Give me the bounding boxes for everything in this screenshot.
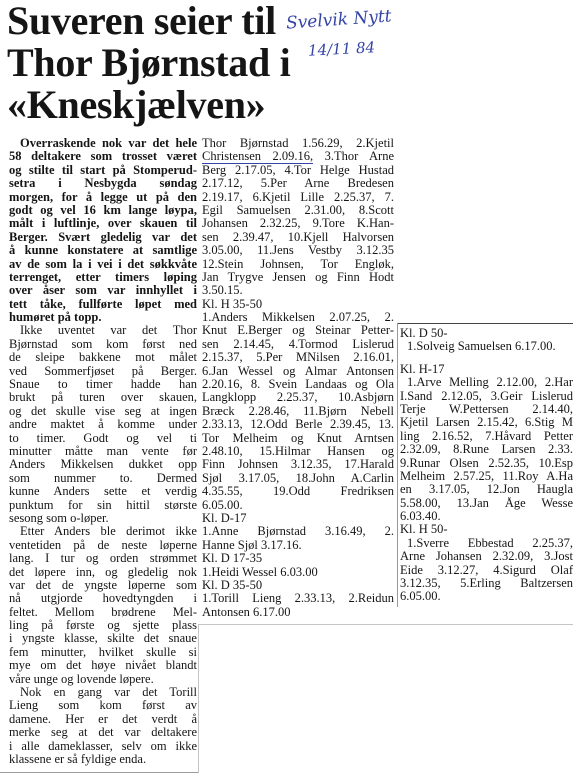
article-line: ling på første og sjette plass (9, 619, 197, 633)
article-line: Ikke uventet var det Thor (20, 324, 197, 338)
article-line: ved Sommerfjøset på Berger. (9, 364, 197, 378)
result-line: Langklopp 2.25.37, 10.Asbjørn (202, 391, 394, 405)
column-rule (397, 323, 573, 324)
article-line: og det skulle vise seg at ingen (9, 404, 197, 418)
result-line: 1.Heidi Wessel 6.03.00 (202, 565, 318, 579)
result-class-block (202, 137, 394, 298)
article-intro (9, 137, 197, 324)
article-line: Snaue to timer hadde han (9, 378, 197, 392)
result-class-block (202, 298, 394, 512)
results-column-continued (400, 327, 573, 604)
headline-line: Thor Bjørnstad i (7, 40, 291, 85)
result-line: 5.58.00, 13.Jan Åge Wesse (400, 496, 573, 510)
result-line: 3.12.35, 5.Erling Baltzersen (400, 577, 573, 591)
article-line: nå utgjorde hovedtyngden i (9, 592, 197, 606)
result-line: 6.03.40. (400, 510, 441, 524)
handwritten-date-note: 14/11 84 (307, 38, 376, 60)
article-line: morgen, for å legge ut på den (9, 190, 197, 204)
result-line: ling 2.16.52, 7.Håvard Petter (400, 429, 573, 443)
pen-underlined-text: 2.Kjetil (356, 137, 394, 150)
article-line: minutter måtte man vente før (9, 444, 197, 458)
article-line: våre unge og lovende løpere. (9, 672, 154, 686)
result-line: Antonsen 6.17.00 (202, 605, 291, 619)
result-line: Finn Johnsen 3.12.35, 17.Harald (202, 458, 394, 472)
article-line: de sleipe bakkene mot målet (9, 351, 197, 365)
article-line: i alle dameklasser, selv om ikke (9, 739, 197, 753)
result-class-block (202, 512, 394, 552)
headline-line: «Kneskjælven» (7, 82, 266, 127)
result-line: 1.Torill Lieng 2.33.13, 2.Reidun (202, 592, 394, 606)
result-line: Sjøl 3.17.05, 18.John A.Carlin (202, 471, 394, 485)
result-class-block (400, 327, 573, 354)
article-line: lang. I tur og orden strømmet (9, 552, 197, 566)
class-heading: Kl. H 50- (400, 523, 448, 537)
result-line: 1.Arve Melling 2.12.00, 2.Har (407, 376, 573, 390)
result-line: 1.Sverre Ebbestad 2.25.37, (407, 536, 573, 550)
class-heading: Kl. D 17-35 (202, 552, 263, 566)
column-rule (397, 323, 398, 607)
result-line: 3.50.15. (202, 284, 243, 298)
result-line: en 3.17.05, 12.Jon Haugla (400, 483, 573, 497)
article-line: Berger. Svært gledelig var det (9, 230, 197, 244)
article-line: i yngste klasse, skilte det snaue (9, 632, 197, 646)
result-line: Knut E.Berger og Steinar Petter- (202, 324, 394, 338)
result-line: Kjetil Larsen 2.15.42, 6.Stig M (400, 416, 573, 430)
article-line: setra i Nesbygda søndag (9, 177, 197, 191)
article-line: av de som la i vei i det søkkvåte (9, 257, 197, 271)
result-line: 3.05.00, 11.Jens Vestby 3.12.35 (202, 244, 394, 258)
article-line: og stilte til start på Stomperud- (9, 163, 197, 177)
result-line: 2.20.16, 8. Svein Landaas og Ola (202, 378, 394, 392)
class-heading: Kl. H 35-50 (202, 297, 263, 311)
article-line: over åser som var innhyllet i (9, 284, 197, 298)
result-line: 1.Anne Bjørnstad 3.16.49, 2. (202, 525, 394, 539)
article-line: humøret på topp. (9, 311, 102, 325)
article-line: å kunne konstatere at samtlige (9, 244, 197, 258)
result-line: 2.17.12, 5.Per Arne Bredesen (202, 177, 394, 191)
result-class-block (202, 579, 394, 619)
article-line: Anders Mikkelsen dukket opp (9, 458, 197, 472)
result-class-block (400, 363, 573, 524)
result-line (202, 137, 394, 150)
class-heading: Kl. D-17 (202, 511, 247, 525)
result-line: 2.19.17, 6.Kjetil Lille 2.25.37, 7. (202, 190, 394, 204)
result-line: 2.15.37, 5.Per MNilsen 2.16.01, (202, 351, 394, 365)
class-heading: Kl. D 50- (400, 327, 448, 340)
result-line: I.Sand 2.12.05, 3.Geir Lislerud (400, 389, 573, 403)
result-class-block (400, 523, 573, 603)
clipping-edge (0, 772, 198, 773)
result-line: 9.Runar Olsen 2.52.35, 10.Esp (400, 456, 573, 470)
article-line: feltet. Mellom brødrene Mel- (9, 605, 197, 619)
article-line: ventetiden på de neste løperne (9, 538, 197, 552)
result-line: sen 2.39.47, 10.Kjell Halvorsen (202, 230, 394, 244)
result-line: 12.Stein Johnsen, Tor Engløk, (202, 257, 394, 271)
class-heading: Kl. D 35-50 (202, 578, 263, 592)
article-paragraph (9, 686, 197, 766)
headline (7, 0, 290, 126)
article-line: det løpere inn, og gledelig nok (9, 565, 197, 579)
results-column (202, 137, 394, 619)
result-line: 2.48.10, 15.Hilmar Hansen og (202, 444, 394, 458)
article-line: Overraskende nok var det hele (20, 137, 197, 150)
article-paragraph (9, 324, 197, 525)
result-line: 6.05.00. (400, 590, 441, 604)
article-line: Lieng som kom først av (9, 699, 197, 713)
result-line (202, 150, 394, 163)
article-line: klassene er så fyldige enda. (9, 752, 147, 766)
article-paragraph (9, 525, 197, 686)
result-line: Hanne Sjøl 3.17.16. (202, 538, 302, 552)
result-line: Berg 2.17.05, 4.Tor Helge Hustad (202, 163, 394, 177)
article-line: var det de yngste løperne som (9, 578, 197, 592)
article-line: brukt på turen over skauen, (9, 391, 197, 405)
clipping-edge (198, 624, 573, 625)
article-line: to timer. Godt og vel ti (9, 431, 197, 445)
article-line: punktum for sin hittil største (9, 498, 197, 512)
clipping-edge (198, 624, 199, 773)
text-segment: 3.Thor Arne (313, 150, 394, 164)
article-line: 58 deltakere som trosset været (9, 150, 197, 164)
result-line: Bræck 2.28.46, 11.Bjørn Nebell (202, 404, 394, 418)
result-line: 1.Anders Mikkelsen 2.07.25, 2. (202, 311, 394, 325)
headline-line: Suveren seier til (7, 0, 276, 43)
article-line: fem minutter, hvilket skulle si (9, 645, 197, 659)
article-line: sesong som o-løper. (9, 511, 109, 525)
article-line: mye om det høye nivået blandt (9, 659, 197, 673)
article-line: tett tåke, fullførte løpet med (9, 297, 197, 311)
result-class-block (202, 552, 394, 579)
result-line: Johansen 2.32.25, 9.Tore K.Han- (202, 217, 394, 231)
article-line: andre maktet å komme under (9, 418, 197, 432)
result-line: Tor Melheim og Knut Arntsen (202, 431, 394, 445)
article-line: som nummer to. Dermed (9, 471, 197, 485)
article-line: terrenget, etter timers løping (9, 270, 197, 284)
result-line: Eide 3.12.27, 4.Sigurd Olaf (400, 563, 573, 577)
article-line: kunne Anders sette et verdig (9, 485, 197, 499)
result-line: Melheim 2.57.25, 11.Roy A.Ha (400, 469, 573, 483)
result-line: sen 2.14.45, 4.Tormod Lislerud (202, 337, 394, 351)
result-line: 2.33.13, 12.Odd Berle 2.39.45, 13. (202, 418, 394, 432)
article-line: Bjørnstad som kom først ned (9, 337, 197, 351)
result-line: 6.Jan Wessel og Almar Antonsen (202, 364, 394, 378)
pen-underlined-text: Christensen 2.09.16, (202, 150, 314, 164)
result-line: 4.35.55, 19.Odd Fredriksen (202, 485, 394, 499)
handwritten-source-note: Svelvik Nytt (285, 6, 393, 34)
result-line: 6.05.00. (202, 498, 243, 512)
article-line: Nok en gang var det Torill (20, 686, 197, 700)
result-line: Egil Samuelsen 2.31.00, 8.Scott (202, 203, 394, 217)
article-line: merke seg at det var deltakere (9, 726, 197, 740)
article-line: Etter Anders ble derimot ikke (20, 525, 197, 539)
result-line: Jan Trygve Jensen og Finn Hodt (202, 270, 394, 284)
result-line: Terje W.Pettersen 2.14.40, (400, 402, 573, 416)
article-line: målt i luftlinje, over skauen til (9, 217, 197, 231)
article-text-column (9, 137, 197, 766)
class-heading: Kl. H-17 (400, 362, 445, 376)
text-segment: Thor Bjørnstad 1.56.29, (202, 137, 357, 150)
result-line: Arne Johansen 2.32.09, 3.Jost (400, 550, 573, 564)
article-line: godt og vel 16 km lange løypa, (9, 203, 197, 217)
result-line: 1.Solveig Samuelsen 6.17.00. (407, 340, 556, 354)
article-line: damene. Her er det verdt å (9, 712, 197, 726)
result-line: 2.32.09, 8.Rune Larsen 2.33. (400, 443, 573, 457)
